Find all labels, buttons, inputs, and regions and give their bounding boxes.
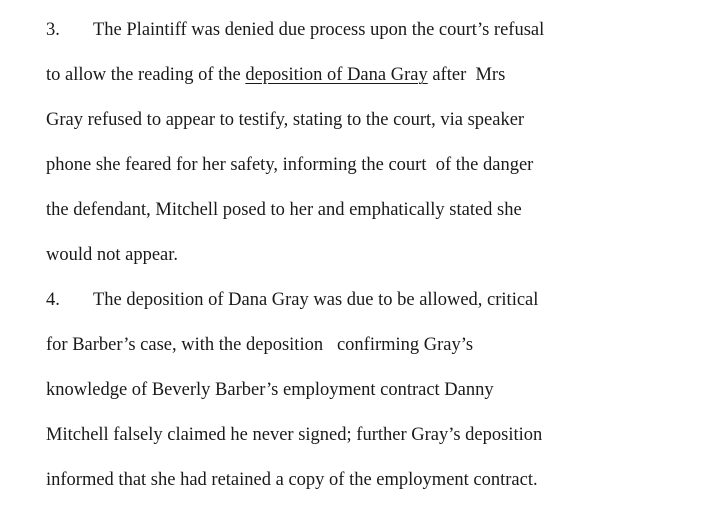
paragraph-text: would not appear. — [46, 245, 179, 265]
paragraph-text: for Barber’s case, with the deposition confirming Gray’s — [46, 335, 474, 355]
paragraph-3-line-3 — [46, 109, 524, 131]
paragraph-4-line-3 — [46, 379, 494, 401]
paragraph-text: after Mrs — [427, 65, 506, 85]
paragraph-3-line-6 — [46, 244, 178, 266]
paragraph-text: The Plaintiff was denied due process upon the court’s refusal — [93, 20, 545, 40]
paragraph-text: the defendant, Mitchell posed to her and emphatically stated she — [46, 200, 522, 220]
paragraph-text: knowledge of Beverly Barber’s employment contract Danny — [46, 380, 494, 400]
paragraph-3-line-5 — [46, 199, 522, 221]
paragraph-text: Gray refused to appear to testify, stating to the court, via speaker — [46, 110, 525, 130]
paragraph-text: informed that she had retained a copy of the employment contract. — [46, 470, 538, 490]
paragraph-4-line-2 — [46, 334, 473, 356]
paragraph-text: The deposition of Dana Gray was due to be allowed, critical — [93, 290, 539, 310]
paragraph-4-line-1 — [46, 289, 538, 311]
paragraph-text: Mitchell falsely claimed he never signed; further Gray’s deposition — [46, 425, 543, 445]
paragraph-number: 4. — [46, 290, 60, 310]
underlined-deposition-reference: deposition of Dana Gray — [245, 65, 428, 85]
paragraph-number: 3. — [46, 20, 60, 40]
paragraph-3-line-2 — [46, 64, 505, 86]
paragraph-3-line-4 — [46, 154, 533, 176]
paragraph-text: to allow the reading of the — [46, 65, 246, 85]
paragraph-3-line-1 — [46, 19, 544, 41]
paragraph-text: phone she feared for her safety, informing the court of the danger — [46, 155, 534, 175]
paragraph-4-line-4 — [46, 424, 542, 446]
paragraph-4-line-5 — [46, 469, 538, 491]
